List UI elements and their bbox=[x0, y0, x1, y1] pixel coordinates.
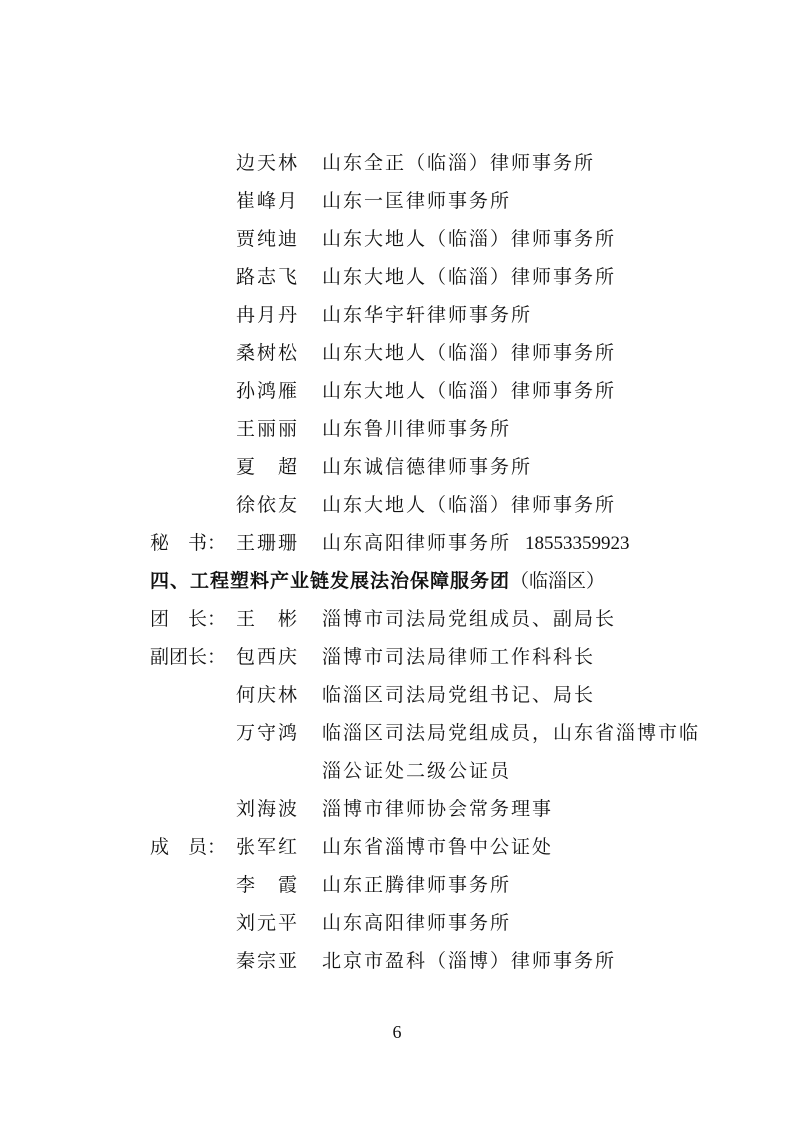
deputy-org: 淄博市司法局律师工作科科长 bbox=[322, 646, 596, 668]
deputy-name: 何庆林 bbox=[236, 684, 300, 706]
member-org: 山东诚信德律师事务所 bbox=[322, 456, 533, 478]
member-org: 山东大地人（临淄）律师事务所 bbox=[322, 494, 617, 516]
member-name: 王丽丽 bbox=[236, 418, 300, 440]
section-title: 四、工程塑料产业链发展法治保障服务团 bbox=[150, 570, 511, 592]
member-name: 李 霞 bbox=[236, 874, 300, 896]
secretary-phone: 18553359923 bbox=[525, 533, 630, 554]
deputy-name: 包西庆 bbox=[236, 646, 300, 668]
deputy-org-continued: 淄公证处二级公证员 bbox=[322, 760, 512, 782]
member-name: 张军红 bbox=[236, 836, 300, 858]
member-org: 山东鲁川律师事务所 bbox=[322, 418, 512, 440]
member-org: 山东大地人（临淄）律师事务所 bbox=[322, 342, 617, 364]
leader-label: 团 长： bbox=[150, 608, 227, 630]
section-heading bbox=[150, 566, 605, 596]
member-org: 山东一匡律师事务所 bbox=[322, 190, 512, 212]
member-org: 山东大地人（临淄）律师事务所 bbox=[322, 228, 617, 250]
member-org: 山东省淄博市鲁中公证处 bbox=[322, 836, 554, 858]
member-org: 山东高阳律师事务所 bbox=[322, 912, 512, 934]
member-name: 刘元平 bbox=[236, 912, 300, 934]
member-name: 贾纯迪 bbox=[236, 228, 300, 250]
secretary-name: 王珊珊 bbox=[236, 532, 300, 554]
member-name: 孙鸿雁 bbox=[236, 380, 300, 402]
member-org: 山东华宇轩律师事务所 bbox=[322, 304, 533, 326]
member-name: 桑树松 bbox=[236, 342, 300, 364]
secretary-org-text: 山东高阳律师事务所 bbox=[322, 532, 512, 554]
member-org: 山东大地人（临淄）律师事务所 bbox=[322, 380, 617, 402]
deputy-label: 副团长： bbox=[150, 646, 227, 668]
deputy-org: 临淄区司法局党组成员，山东省淄博市临 bbox=[322, 722, 701, 744]
member-name: 冉月丹 bbox=[236, 304, 300, 326]
secretary-label: 秘 书： bbox=[150, 532, 227, 554]
member-name: 路志飞 bbox=[236, 266, 300, 288]
secretary-org bbox=[322, 528, 630, 559]
member-org: 山东大地人（临淄）律师事务所 bbox=[322, 266, 617, 288]
deputy-name: 刘海波 bbox=[236, 798, 300, 820]
member-org: 北京市盈科（淄博）律师事务所 bbox=[322, 950, 617, 972]
page-number: 6 bbox=[392, 1022, 402, 1042]
deputy-org: 临淄区司法局党组书记、局长 bbox=[322, 684, 596, 706]
deputy-name: 万守鸿 bbox=[236, 722, 300, 744]
member-org: 山东全正（临淄）律师事务所 bbox=[322, 152, 596, 174]
leader-org: 淄博市司法局党组成员、副局长 bbox=[322, 608, 617, 630]
section-suffix: （临淄区） bbox=[510, 570, 606, 592]
member-org: 山东正腾律师事务所 bbox=[322, 874, 512, 896]
member-name: 夏 超 bbox=[236, 456, 300, 478]
member-name: 秦宗亚 bbox=[236, 950, 300, 972]
deputy-org: 淄博市律师协会常务理事 bbox=[322, 798, 554, 820]
member-name: 徐依友 bbox=[236, 494, 300, 516]
member-name: 边天林 bbox=[236, 152, 300, 174]
leader-name: 王 彬 bbox=[236, 608, 300, 630]
member-name: 崔峰月 bbox=[236, 190, 300, 212]
member-label: 成 员： bbox=[150, 836, 227, 858]
